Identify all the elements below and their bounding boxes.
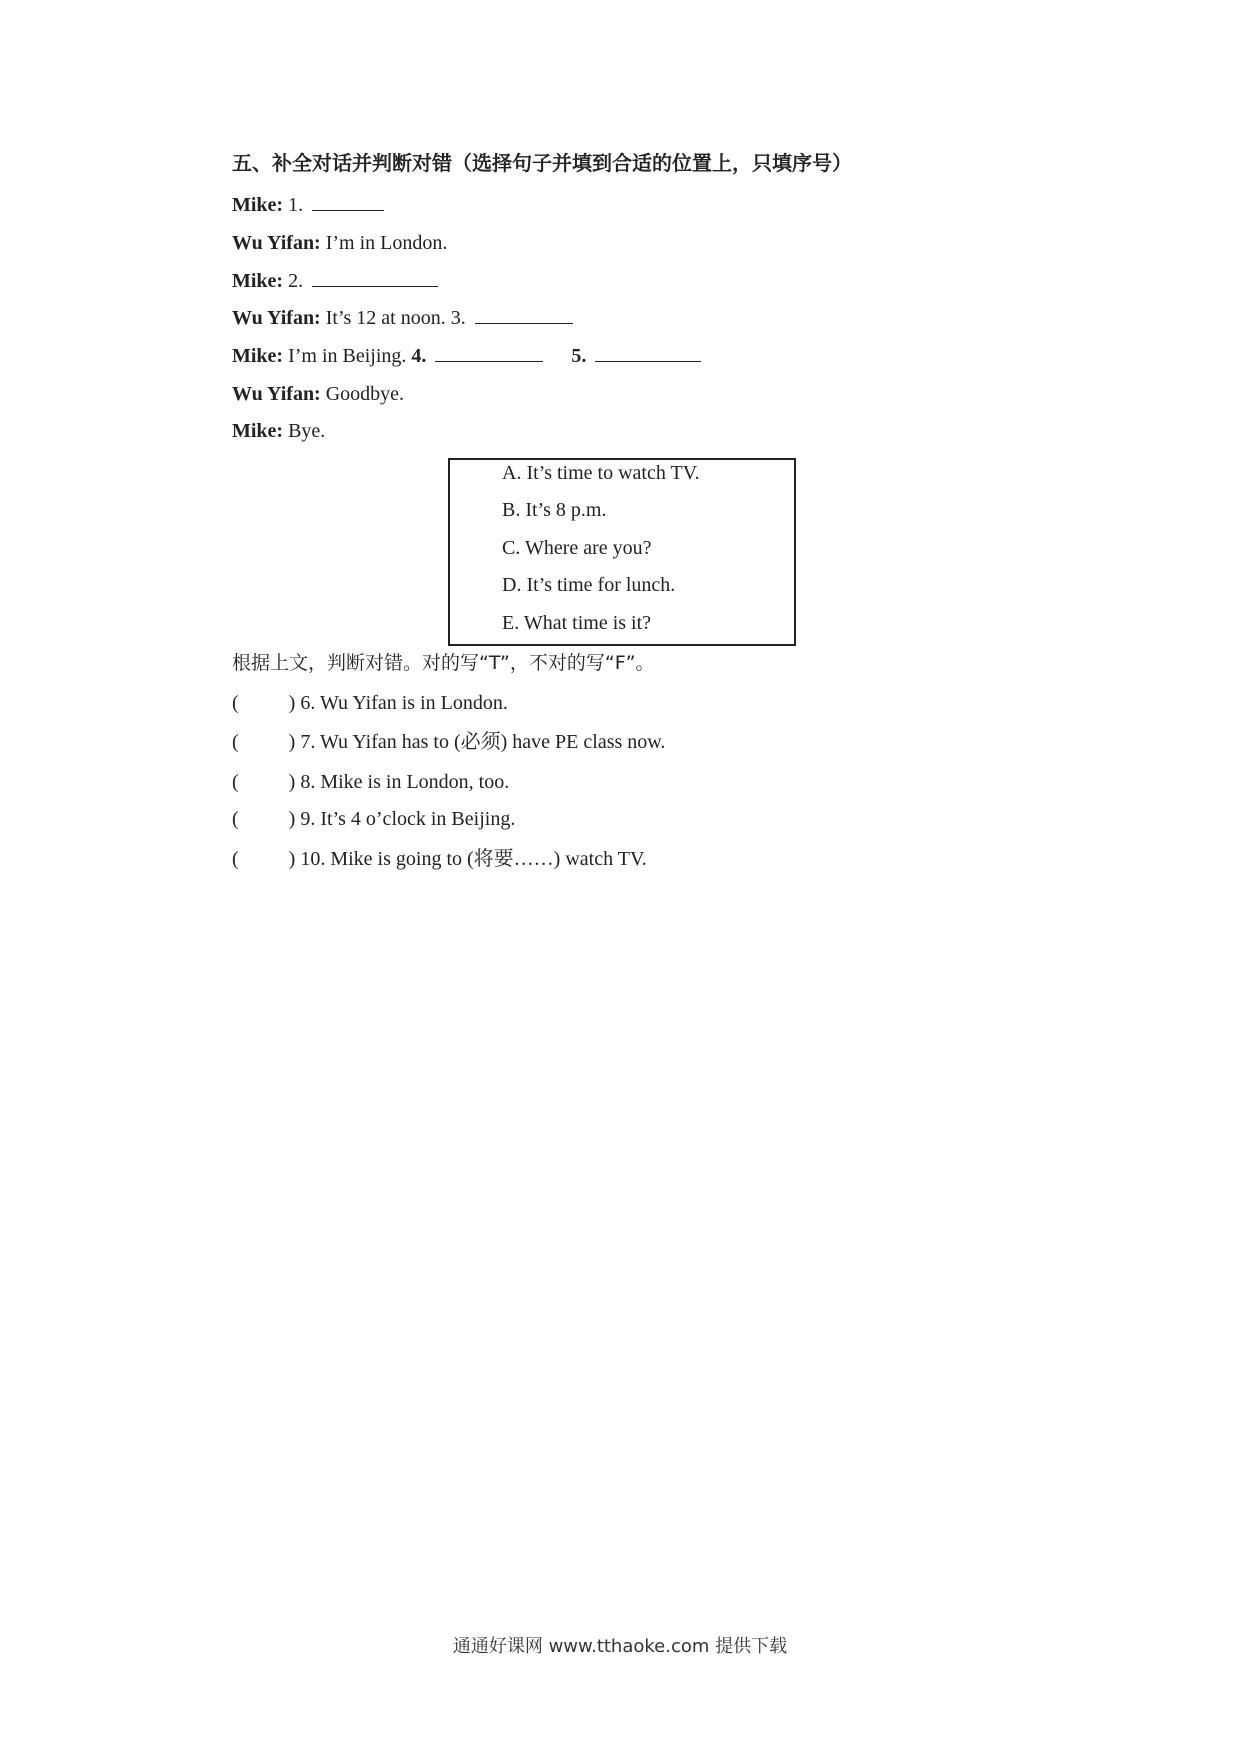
speaker-label: Wu Yifan:: [232, 383, 321, 405]
speaker-label: Mike:: [232, 420, 284, 442]
dialogue-line-1: [232, 192, 384, 218]
speaker-label: Wu Yifan:: [232, 232, 321, 254]
dialogue-text: 2.: [283, 270, 304, 292]
dialogue-text: I’m in Beijing.: [283, 345, 407, 367]
page-footer: 通通好课网 www.tthaoke.com 提供下载: [452, 1636, 788, 1657]
judge-item-text: 7. Wu Yifan has to (必须) have PE class now.: [295, 731, 666, 753]
answer-paren[interactable]: ( ): [232, 731, 296, 753]
dialogue-text: 1.: [283, 194, 304, 216]
option-e: E. What time is it?: [502, 612, 652, 634]
option-d: D. It’s time for lunch.: [502, 574, 676, 596]
judge-item-text: 8. Mike is in London, too.: [295, 771, 510, 793]
blank-number-5: 5.: [571, 345, 587, 367]
dialogue-text: It’s 12 at noon. 3.: [320, 307, 466, 329]
section-title: 五、补全对话并判断对错（选择句子并填到合适的位置上，只填序号）: [232, 151, 852, 175]
answer-blank-5[interactable]: [595, 343, 701, 362]
dialogue-line-2: [232, 230, 447, 256]
speaker-label: Mike:: [232, 270, 284, 292]
judge-instruction: 根据上文，判断对错。对的写“T”，不对的写“F”。: [232, 652, 655, 674]
judge-item: [232, 846, 647, 872]
answer-blank-1[interactable]: [312, 192, 384, 211]
dialogue-line-7: [232, 418, 325, 444]
judge-item: [232, 769, 509, 795]
answer-blank-4[interactable]: [435, 343, 543, 362]
judge-item: [232, 690, 508, 716]
answer-paren[interactable]: ( ): [232, 692, 296, 714]
option-b: B. It’s 8 p.m.: [502, 499, 607, 521]
answer-paren[interactable]: ( ): [232, 808, 296, 830]
option-a: A. It’s time to watch TV.: [502, 462, 700, 484]
dialogue-text: Goodbye.: [320, 383, 405, 405]
judge-item: [232, 806, 515, 832]
dialogue-line-6: [232, 381, 404, 407]
options-box: [448, 458, 796, 646]
answer-paren[interactable]: ( ): [232, 848, 296, 870]
dialogue-line-4: [232, 305, 573, 331]
option-c: C. Where are you?: [502, 537, 652, 559]
judge-item-text: 10. Mike is going to (将要……) watch TV.: [295, 848, 647, 870]
dialogue-text: Bye.: [283, 420, 326, 442]
dialogue-text: I’m in London.: [320, 232, 448, 254]
speaker-label: Mike:: [232, 194, 284, 216]
dialogue-line-3: [232, 268, 438, 294]
judge-item-text: 9. It’s 4 o’clock in Beijing.: [295, 808, 516, 830]
judge-item-text: 6. Wu Yifan is in London.: [295, 692, 508, 714]
answer-blank-3[interactable]: [475, 305, 573, 324]
dialogue-line-5: [232, 343, 701, 369]
speaker-label: Wu Yifan:: [232, 307, 321, 329]
answer-blank-2[interactable]: [312, 268, 438, 287]
judge-item: [232, 729, 665, 755]
speaker-label: Mike:: [232, 345, 284, 367]
blank-number-4: 4.: [411, 345, 427, 367]
answer-paren[interactable]: ( ): [232, 771, 296, 793]
